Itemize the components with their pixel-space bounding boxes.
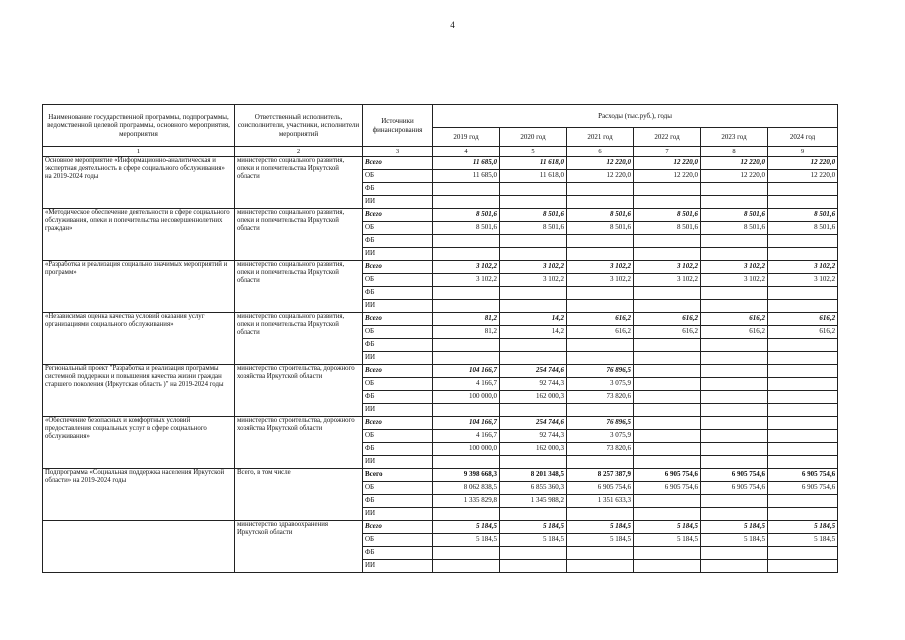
expense-value <box>701 352 768 365</box>
expense-value: 5 184,5 <box>567 521 634 534</box>
table-row <box>43 157 838 170</box>
expense-value <box>634 183 701 196</box>
expense-value <box>768 508 838 521</box>
funding-source: ФБ <box>363 287 433 300</box>
expense-value <box>500 287 567 300</box>
expense-value <box>634 547 701 560</box>
expense-value: 254 744,6 <box>500 365 567 378</box>
activity-name: «Обеспечение безопасных и комфортных условий предоставления социальных услуг в сфере социального обслуживания» <box>43 417 235 469</box>
expense-value <box>701 508 768 521</box>
expense-value: 616,2 <box>567 313 634 326</box>
expense-value <box>500 560 567 573</box>
expense-value: 6 905 754,6 <box>634 482 701 495</box>
expense-value <box>768 404 838 417</box>
expense-value: 5 184,5 <box>433 534 500 547</box>
expense-value: 8 501,6 <box>500 209 567 222</box>
expense-value <box>634 417 701 430</box>
expense-value <box>500 547 567 560</box>
expense-value <box>768 248 838 261</box>
header-year: 2019 год <box>433 128 500 147</box>
funding-source: ИИ <box>363 560 433 573</box>
funding-source: ФБ <box>363 391 433 404</box>
expense-value <box>634 495 701 508</box>
funding-source: ФБ <box>363 547 433 560</box>
funding-source: Всего <box>363 417 433 430</box>
expense-value <box>768 287 838 300</box>
column-number: 2 <box>235 147 363 157</box>
expense-value: 8 501,6 <box>701 209 768 222</box>
expense-value: 76 896,5 <box>567 417 634 430</box>
expense-value <box>433 235 500 248</box>
expense-value: 73 820,6 <box>567 443 634 456</box>
executor-name: министерство социального развития, опеки и попечительства Иркутской области <box>235 313 363 365</box>
header-name: Наименование государственной программы, подпрограммы, ведомственной целевой программы, основного мероприятия, мероприятия <box>43 105 235 147</box>
column-number: 9 <box>768 147 838 157</box>
executor-name: министерство строительства, дорожного хозяйства Иркутской области <box>235 417 363 469</box>
column-number: 1 <box>43 147 235 157</box>
expense-value <box>768 378 838 391</box>
activity-name: «Независимая оценка качества условий оказания услуг организациями социального обслуживания» <box>43 313 235 365</box>
expense-value <box>634 300 701 313</box>
funding-source: ИИ <box>363 248 433 261</box>
expense-value <box>634 365 701 378</box>
funding-source: Всего <box>363 521 433 534</box>
table-row <box>43 365 838 378</box>
expense-value <box>768 443 838 456</box>
executor-name: Всего, в том числе <box>235 469 363 521</box>
expense-value <box>500 456 567 469</box>
expense-value <box>634 378 701 391</box>
expense-value: 8 501,6 <box>500 222 567 235</box>
expense-value <box>500 300 567 313</box>
expense-value: 5 184,5 <box>701 534 768 547</box>
expense-value: 5 184,5 <box>634 521 701 534</box>
expense-value: 8 201 348,5 <box>500 469 567 482</box>
funding-source: Всего <box>363 261 433 274</box>
funding-source: ОБ <box>363 274 433 287</box>
expense-value: 4 166,7 <box>433 378 500 391</box>
expense-value: 3 102,2 <box>634 261 701 274</box>
expense-value <box>433 183 500 196</box>
funding-source: ФБ <box>363 183 433 196</box>
expense-value: 254 744,6 <box>500 417 567 430</box>
expense-value: 6 905 754,6 <box>768 469 838 482</box>
expense-value <box>634 248 701 261</box>
expense-value <box>567 339 634 352</box>
budget-table <box>42 104 838 573</box>
expense-value <box>768 430 838 443</box>
expense-value <box>701 547 768 560</box>
expense-value <box>433 339 500 352</box>
expense-value <box>768 339 838 352</box>
expense-value <box>634 430 701 443</box>
expense-value: 162 000,3 <box>500 443 567 456</box>
expense-value <box>701 560 768 573</box>
expense-value <box>567 508 634 521</box>
column-number: 7 <box>634 147 701 157</box>
expense-value: 616,2 <box>634 313 701 326</box>
expense-value: 3 102,2 <box>768 261 838 274</box>
expense-value <box>500 248 567 261</box>
expense-value: 1 351 633,3 <box>567 495 634 508</box>
expense-value <box>433 300 500 313</box>
expense-value <box>634 235 701 248</box>
expense-value <box>701 456 768 469</box>
header-year: 2022 год <box>634 128 701 147</box>
expense-value <box>701 391 768 404</box>
expense-value <box>701 417 768 430</box>
expense-value: 8 501,6 <box>567 209 634 222</box>
expense-value: 100 000,0 <box>433 391 500 404</box>
expense-value: 100 000,0 <box>433 443 500 456</box>
expense-value: 3 102,2 <box>433 274 500 287</box>
expense-value <box>768 183 838 196</box>
expense-value: 616,2 <box>768 326 838 339</box>
expense-value <box>433 248 500 261</box>
expense-value: 5 184,5 <box>500 521 567 534</box>
expense-value <box>768 235 838 248</box>
expense-value <box>701 430 768 443</box>
activity-name: «Методическое обеспечение деятельности в сфере социального обслуживания, опеки и попечительства несовершеннолетних граждан» <box>43 209 235 261</box>
expense-value <box>500 404 567 417</box>
expense-value: 3 102,2 <box>701 261 768 274</box>
expense-value: 3 102,2 <box>567 261 634 274</box>
expense-value: 4 166,7 <box>433 430 500 443</box>
expense-value <box>634 339 701 352</box>
column-number: 4 <box>433 147 500 157</box>
table-row <box>43 313 838 326</box>
expense-value <box>701 196 768 209</box>
expense-value: 3 102,2 <box>768 274 838 287</box>
expense-value: 3 102,2 <box>701 274 768 287</box>
executor-name: министерство строительства, дорожного хозяйства Иркутской области <box>235 365 363 417</box>
executor-name: министерство социального развития, опеки и попечительства Иркутской области <box>235 209 363 261</box>
funding-source: Всего <box>363 209 433 222</box>
funding-source: ОБ <box>363 534 433 547</box>
expense-value: 104 166,7 <box>433 365 500 378</box>
funding-source: ОБ <box>363 170 433 183</box>
executor-name: министерство социального развития, опеки и попечительства Иркутской области <box>235 261 363 313</box>
expense-value <box>768 352 838 365</box>
expense-value: 73 820,6 <box>567 391 634 404</box>
expense-value: 12 220,0 <box>768 157 838 170</box>
expense-value <box>433 404 500 417</box>
expense-value <box>701 183 768 196</box>
expense-value <box>768 547 838 560</box>
expense-value <box>433 196 500 209</box>
activity-name: Подпрограмма «Социальная поддержка населения Иркутской области» на 2019-2024 годы <box>43 469 235 521</box>
expense-value: 8 501,6 <box>634 209 701 222</box>
expense-value: 12 220,0 <box>768 170 838 183</box>
expense-value <box>701 365 768 378</box>
expense-value <box>500 183 567 196</box>
expense-value: 5 184,5 <box>634 534 701 547</box>
expense-value: 8 062 838,5 <box>433 482 500 495</box>
expense-value: 8 501,6 <box>433 222 500 235</box>
funding-source: ИИ <box>363 508 433 521</box>
expense-value <box>701 404 768 417</box>
expense-value: 616,2 <box>567 326 634 339</box>
activity-name: Региональный проект "Разработка и реализация программы системной поддержки и повышения качества жизни граждан старшего поколения (Иркутская область )" на 2019-2024 годы <box>43 365 235 417</box>
expense-value <box>567 456 634 469</box>
expense-value: 6 905 754,6 <box>634 469 701 482</box>
executor-name: министерство здравоохранения Иркутской области <box>235 521 363 573</box>
expense-value: 3 102,2 <box>567 274 634 287</box>
activity-name: «Разработка и реализация социально значимых мероприятий и программ» <box>43 261 235 313</box>
expense-value: 8 257 387,9 <box>567 469 634 482</box>
expense-value <box>634 508 701 521</box>
expense-value: 5 184,5 <box>567 534 634 547</box>
expense-value: 8 501,6 <box>768 222 838 235</box>
funding-source: Всего <box>363 313 433 326</box>
expense-value: 12 220,0 <box>701 170 768 183</box>
funding-source: ИИ <box>363 352 433 365</box>
expense-value: 3 102,2 <box>433 261 500 274</box>
header-year: 2021 год <box>567 128 634 147</box>
expense-value: 6 905 754,6 <box>701 482 768 495</box>
expense-value <box>768 365 838 378</box>
expense-value: 11 618,0 <box>500 157 567 170</box>
expense-value: 1 335 829,8 <box>433 495 500 508</box>
expense-value <box>500 235 567 248</box>
expense-value <box>567 235 634 248</box>
column-number: 5 <box>500 147 567 157</box>
expense-value: 6 855 360,3 <box>500 482 567 495</box>
expense-value: 162 000,3 <box>500 391 567 404</box>
expense-value: 3 102,2 <box>500 274 567 287</box>
expense-value <box>634 456 701 469</box>
table-row <box>43 417 838 430</box>
expense-value <box>768 495 838 508</box>
expense-value <box>567 287 634 300</box>
expense-value <box>701 443 768 456</box>
expense-value <box>567 404 634 417</box>
expense-value: 6 905 754,6 <box>768 482 838 495</box>
column-number: 6 <box>567 147 634 157</box>
expense-value <box>768 560 838 573</box>
funding-source: ФБ <box>363 339 433 352</box>
expense-value: 81,2 <box>433 326 500 339</box>
expense-value: 8 501,6 <box>433 209 500 222</box>
header-source: Источники финансирования <box>363 105 433 147</box>
expense-value <box>768 300 838 313</box>
expense-value <box>567 352 634 365</box>
funding-source: Всего <box>363 157 433 170</box>
expense-value: 11 618,0 <box>500 170 567 183</box>
expense-value: 616,2 <box>701 313 768 326</box>
expense-value <box>768 417 838 430</box>
expense-value: 92 744,3 <box>500 378 567 391</box>
expense-value: 104 166,7 <box>433 417 500 430</box>
expense-value <box>433 287 500 300</box>
table-row <box>43 469 838 482</box>
expense-value <box>433 508 500 521</box>
expense-value <box>634 404 701 417</box>
funding-source: ОБ <box>363 222 433 235</box>
expense-value <box>567 248 634 261</box>
column-number: 3 <box>363 147 433 157</box>
expense-value: 9 398 668,3 <box>433 469 500 482</box>
funding-source: Всего <box>363 469 433 482</box>
expense-value: 616,2 <box>701 326 768 339</box>
expense-value <box>500 196 567 209</box>
funding-source: Всего <box>363 365 433 378</box>
funding-source: ОБ <box>363 326 433 339</box>
expense-value <box>433 547 500 560</box>
expense-value <box>701 287 768 300</box>
funding-source: ФБ <box>363 495 433 508</box>
funding-source: ФБ <box>363 443 433 456</box>
expense-value: 8 501,6 <box>567 222 634 235</box>
expense-value <box>433 352 500 365</box>
funding-source: ОБ <box>363 430 433 443</box>
expense-value: 14,2 <box>500 326 567 339</box>
page-number: 4 <box>450 20 455 30</box>
expense-value <box>567 547 634 560</box>
funding-source: ИИ <box>363 404 433 417</box>
expense-value: 3 102,2 <box>634 274 701 287</box>
activity-name <box>43 521 235 573</box>
expense-value: 11 685,0 <box>433 170 500 183</box>
executor-name: министерство социального развития, опеки и попечительства Иркутской области <box>235 157 363 209</box>
expense-value: 5 184,5 <box>500 534 567 547</box>
header-year: 2024 год <box>768 128 838 147</box>
expense-value <box>634 352 701 365</box>
funding-source: ИИ <box>363 196 433 209</box>
expense-value: 8 501,6 <box>768 209 838 222</box>
expense-value: 5 184,5 <box>701 521 768 534</box>
header-year: 2023 год <box>701 128 768 147</box>
funding-source: ОБ <box>363 378 433 391</box>
expense-value: 6 905 754,6 <box>701 469 768 482</box>
expense-value: 616,2 <box>768 313 838 326</box>
expense-value: 3 075,9 <box>567 378 634 391</box>
expense-value: 5 184,5 <box>768 534 838 547</box>
expense-value <box>433 560 500 573</box>
expense-value: 6 905 754,6 <box>567 482 634 495</box>
expense-value: 5 184,5 <box>768 521 838 534</box>
expense-value: 11 685,0 <box>433 157 500 170</box>
table-row <box>43 261 838 274</box>
expense-value <box>567 560 634 573</box>
header-expenses: Расходы (тыс.руб.), годы <box>433 105 838 128</box>
table-row <box>43 209 838 222</box>
expense-value <box>768 391 838 404</box>
expense-value: 76 896,5 <box>567 365 634 378</box>
expense-value <box>634 560 701 573</box>
expense-value: 12 220,0 <box>701 157 768 170</box>
funding-source: ОБ <box>363 482 433 495</box>
expense-value: 8 501,6 <box>634 222 701 235</box>
expense-value <box>634 287 701 300</box>
expense-value <box>567 196 634 209</box>
expense-value: 14,2 <box>500 313 567 326</box>
expense-value <box>768 196 838 209</box>
expense-value <box>701 495 768 508</box>
header-year: 2020 год <box>500 128 567 147</box>
expense-value <box>701 378 768 391</box>
expense-value <box>634 443 701 456</box>
expense-value: 1 345 988,2 <box>500 495 567 508</box>
expense-value: 12 220,0 <box>567 170 634 183</box>
expense-value: 8 501,6 <box>701 222 768 235</box>
expense-value <box>567 183 634 196</box>
funding-source: ИИ <box>363 456 433 469</box>
expense-value: 3 102,2 <box>500 261 567 274</box>
expense-value <box>768 456 838 469</box>
expense-value <box>701 235 768 248</box>
expense-value: 12 220,0 <box>634 170 701 183</box>
expense-value: 12 220,0 <box>634 157 701 170</box>
header-executor: Ответственный исполнитель, соисполнители, участники, исполнители мероприятий <box>235 105 363 147</box>
expense-value <box>567 300 634 313</box>
column-number: 8 <box>701 147 768 157</box>
expense-value <box>500 508 567 521</box>
expense-value <box>500 352 567 365</box>
table-row <box>43 521 838 534</box>
expense-value <box>701 300 768 313</box>
expense-value <box>634 196 701 209</box>
table-body <box>43 157 838 573</box>
expense-value: 616,2 <box>634 326 701 339</box>
expense-value: 92 744,3 <box>500 430 567 443</box>
expense-value <box>701 248 768 261</box>
expense-value: 12 220,0 <box>567 157 634 170</box>
activity-name: Основное мероприятие «Информационно-аналитическая и экспертная деятельность в сфере социального обслуживания» на 2019-2024 годы <box>43 157 235 209</box>
expense-value: 81,2 <box>433 313 500 326</box>
funding-source: ФБ <box>363 235 433 248</box>
expense-value: 3 075,9 <box>567 430 634 443</box>
funding-source: ИИ <box>363 300 433 313</box>
expense-value <box>433 456 500 469</box>
expense-value <box>634 391 701 404</box>
expense-value: 5 184,5 <box>433 521 500 534</box>
expense-value <box>701 339 768 352</box>
expense-value <box>500 339 567 352</box>
